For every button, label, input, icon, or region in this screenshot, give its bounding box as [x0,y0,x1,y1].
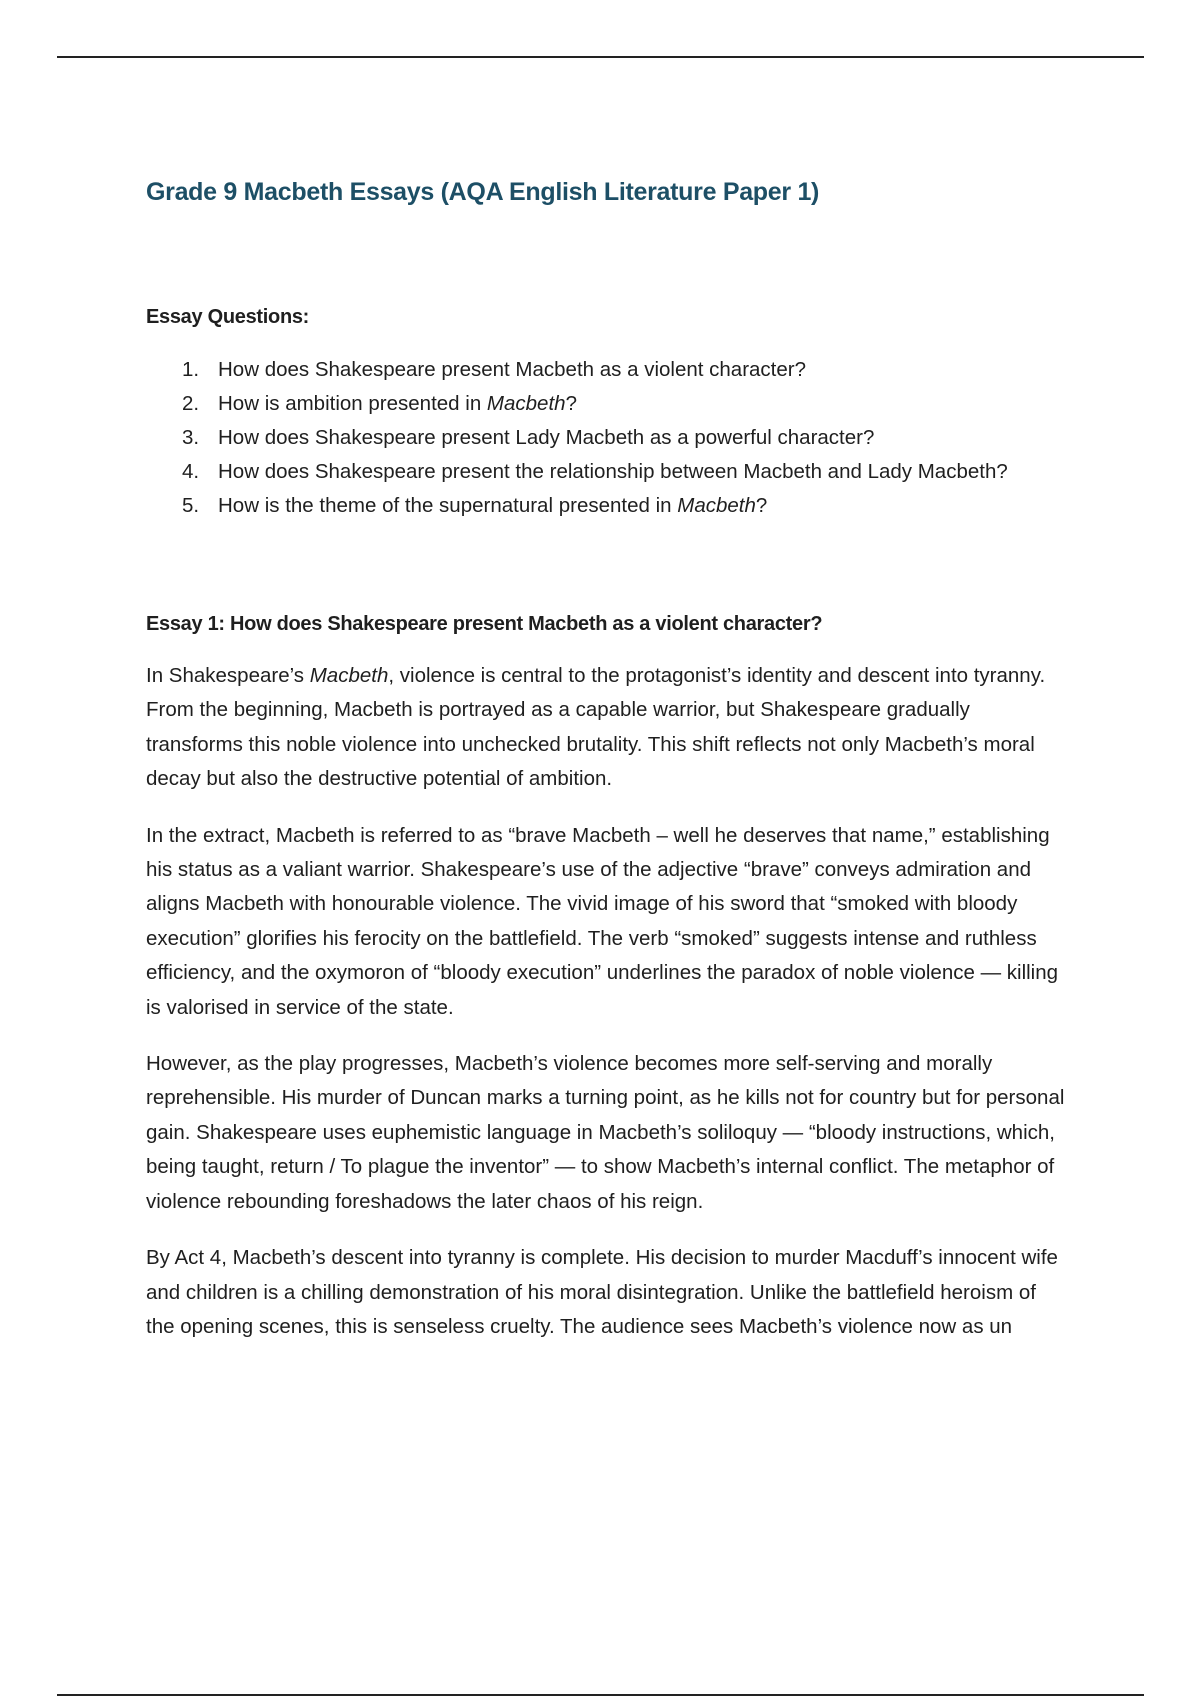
question-text: How is ambition presented in Macbeth? [218,392,577,415]
top-rule [57,56,1144,58]
document-body [146,174,1066,1344]
question-text: How does Shakespeare present Lady Macbeth as a powerful character? [218,426,875,449]
question-item [146,421,1066,455]
document-title: Grade 9 Macbeth Essays (AQA English Literature Paper 1) [146,178,820,206]
question-number: 4. [182,460,200,483]
question-text: How is the theme of the supernatural presented in Macbeth? [218,494,768,517]
question-number: 2. [182,392,200,415]
essay-questions-list [146,353,1066,523]
essay-1-heading: Essay 1: How does Shakespeare present Macbeth as a violent character? [146,613,823,635]
question-text: How does Shakespeare present the relationship between Macbeth and Lady Macbeth? [218,460,1008,483]
essay-1-paragraph-2: In the extract, Macbeth is referred to as “brave Macbeth – well he deserves that name,” establishing his status as a valiant warrior. Shakespeare’s use of the adjective “brave” conveys admiration and aligns Macbeth with honourable violence. The vivid image of his sword that “smoked with bloody execution” glorifies his ferocity on the battlefield. The verb “smoked” suggests intense and ruthless efficiency, and the oxymoron of “bloody execution” underlines the paradox of noble violence — killing is valorised in service of the state. [146,823,1059,1019]
essay-1-paragraph-4: By Act 4, Macbeth’s descent into tyranny is complete. His decision to murder Macduff’s innocent wife and children is a chilling demonstration of his moral disintegration. Unlike the battlefield heroism of the opening scenes, this is senseless cruelty. The audience sees Macbeth’s violence now as un [146,1246,1058,1338]
essay-1-paragraph-1: In Shakespeare’s Macbeth, violence is central to the protagonist’s identity and descent into tyranny. From the beginning, Macbeth is portrayed as a capable warrior, but Shakespeare gradually transforms this noble violence into unchecked brutality. This shift reflects not only Macbeth’s moral decay but also the destructive potential of ambition. [146,664,1046,791]
question-number: 3. [182,426,200,449]
question-item [146,387,1066,421]
bottom-rule [57,1694,1144,1696]
question-text: How does Shakespeare present Macbeth as a violent character? [218,358,807,381]
question-item [146,455,1066,489]
essay-1-paragraph-3: However, as the play progresses, Macbeth’s violence becomes more self-serving and morally reprehensible. His murder of Duncan marks a turning point, as he kills not for country but for personal gain. Shakespeare uses euphemistic language in Macbeth’s soliloquy — “bloody instructions, which, being taught, return / To plague the inventor” — to show Macbeth’s internal conflict. The metaphor of violence rebounding foreshadows the later chaos of his reign. [146,1052,1065,1213]
essay-questions-heading: Essay Questions: [146,306,310,328]
question-number: 1. [182,358,200,381]
question-number: 5. [182,494,200,517]
question-item [146,353,1066,387]
question-item [146,489,1066,523]
